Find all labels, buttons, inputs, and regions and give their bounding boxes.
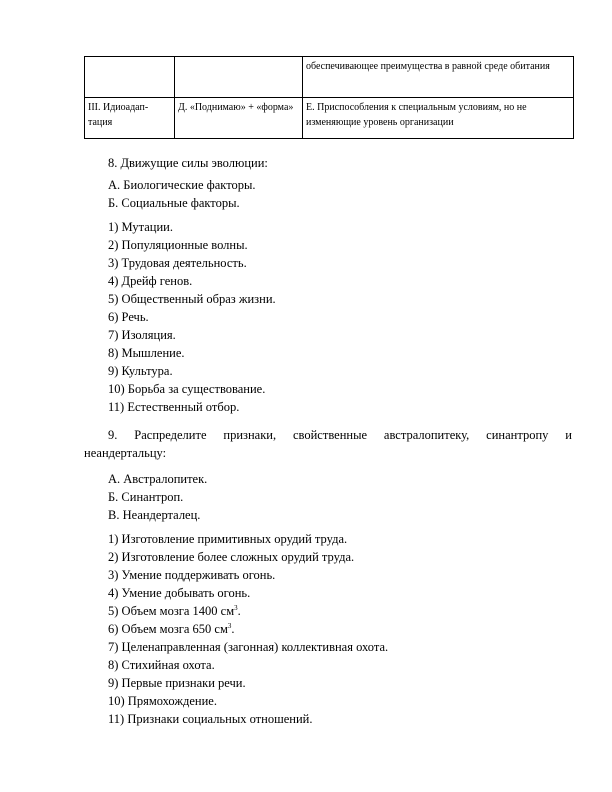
list-item: 4) Дрейф генов. <box>108 274 193 288</box>
list-item: 1) Изготовление примитивных орудий труда. <box>108 532 348 546</box>
question-9-title <box>84 426 572 462</box>
table-cell: Е. Приспособления к специальным условиям, но не изменяющие уровень организации <box>303 98 574 139</box>
list-item: 3) Трудовая деятельность. <box>108 256 247 270</box>
list-item: 9) Первые признаки речи. <box>108 676 246 690</box>
table-cell <box>175 57 303 98</box>
group-label: Б. Синантроп. <box>108 490 184 504</box>
list-item-suffix: . <box>231 622 235 636</box>
list-item: 7) Целенаправленная (загонная) коллективная охота. <box>108 640 389 654</box>
list-item-text: 6) Объем мозга 650 см <box>108 622 228 636</box>
list-item: 3) Умение поддерживать огонь. <box>108 568 276 582</box>
list-item: 5) Общественный образ жизни. <box>108 292 276 306</box>
superscript: 3 <box>227 621 232 630</box>
question-8-groups <box>108 176 256 212</box>
group-label: А. Биологические факторы. <box>108 178 256 192</box>
table-cell: Д. «Поднимаю» + «форма» <box>175 98 303 139</box>
list-item: 10) Борьба за существование. <box>108 382 266 396</box>
list-item: 2) Популяционные волны. <box>108 238 248 252</box>
table-cell <box>85 57 175 98</box>
table-row <box>85 57 574 98</box>
question-9-groups <box>108 470 207 524</box>
list-item: 10) Прямохождение. <box>108 694 217 708</box>
question-8-title <box>108 154 268 172</box>
list-item: 2) Изготовление более сложных орудий труда. <box>108 550 355 564</box>
list-item-text: 5) Объем мозга 1400 см <box>108 604 235 618</box>
superscript: 3 <box>234 603 238 612</box>
group-label: А. Австралопитек. <box>108 472 208 486</box>
list-item: 6) Речь. <box>108 310 149 324</box>
question-9-items <box>108 530 388 728</box>
list-item <box>108 602 388 620</box>
list-item: 7) Изоляция. <box>108 328 176 342</box>
list-item-suffix: . <box>237 604 241 618</box>
list-item: 9) Культура. <box>108 364 173 378</box>
group-label: Б. Социальные факторы. <box>108 196 240 210</box>
evolution-table <box>84 56 574 139</box>
list-item: 1) Мутации. <box>108 220 173 234</box>
list-item: 4) Умение добывать огонь. <box>108 586 251 600</box>
list-item: 11) Естественный отбор. <box>108 400 240 414</box>
list-item: 11) Признаки социальных отношений. <box>108 712 313 726</box>
table-row <box>85 98 574 139</box>
question-title: 8. Движущие силы эволюции: <box>108 156 268 170</box>
group-label: В. Неандерталец. <box>108 508 201 522</box>
list-item: 8) Мышление. <box>108 346 185 360</box>
table-cell: обеспечивающее преимущества в равной среде обитания <box>303 57 574 98</box>
question-title: 9. Распределите признаки, свойственные австралопитеку, синантропу и неандертальцу: <box>84 428 572 460</box>
question-8-items <box>108 218 276 416</box>
list-item <box>108 620 388 638</box>
table-cell: III. Идиоадап-тация <box>85 98 175 139</box>
list-item: 8) Стихийная охота. <box>108 658 215 672</box>
